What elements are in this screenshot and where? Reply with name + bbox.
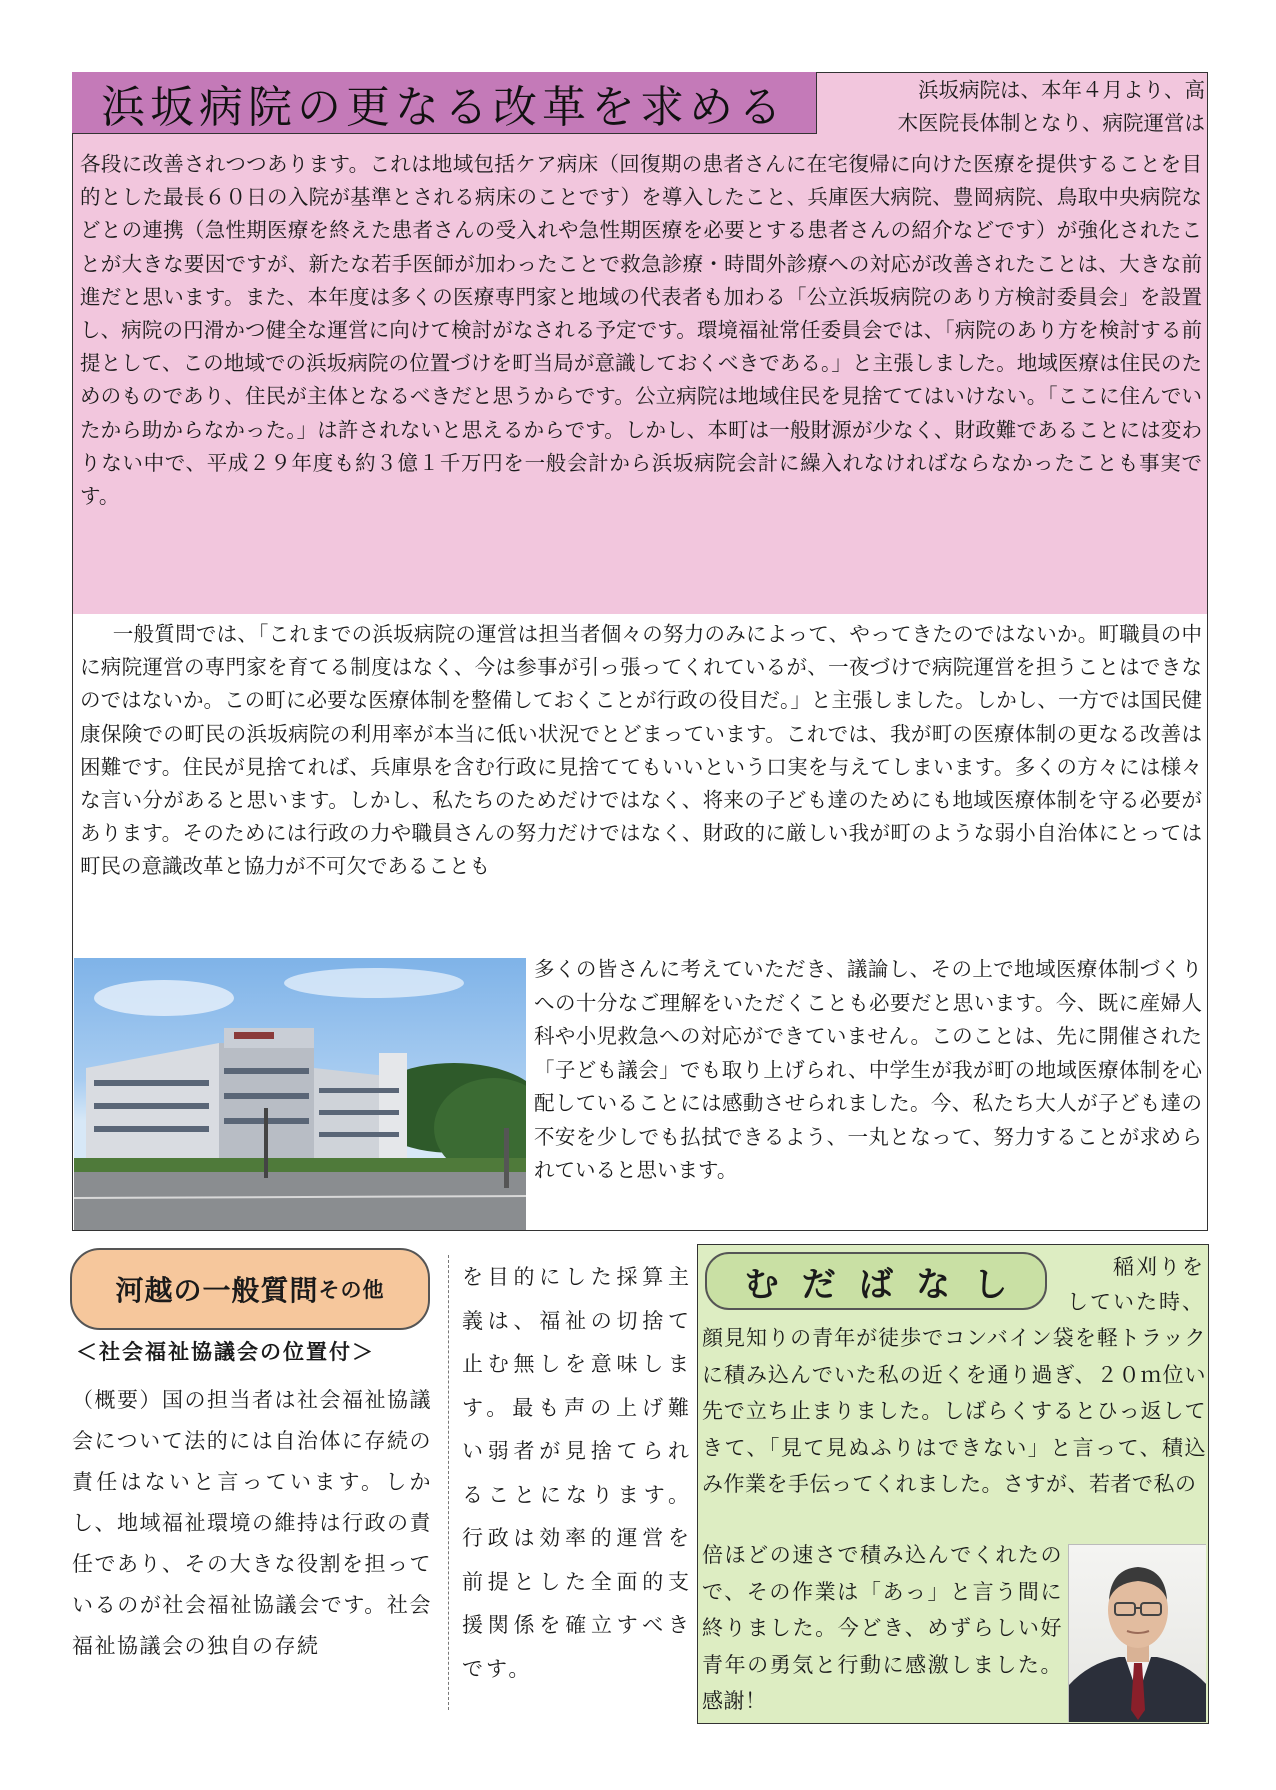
column-title-char: だ [801,1264,836,1305]
column-intro: 稲刈りを していた時、 [1067,1255,1205,1314]
section-title: 河越の一般質問 [115,1274,319,1307]
welfare-column-2: を目的にした採算主義は、福祉の切捨て止む無しを意味します。最も声の上げ難い弱者が見捨てられることになります。行政は効率的運営を前提とした全面的支援関係を確立すべきです。 [462,1265,692,1681]
column-title-pill [705,1252,1047,1310]
hospital-photo [74,958,526,1230]
column-title-char: し [973,1264,1008,1305]
top-article-intro: 浜坂病院は、本年４月より、高 木医院長体制となり、病院運営は [897,78,1205,135]
page-headline: 浜坂病院の更なる改革を求める [72,72,817,134]
column-title-char: な [916,1264,951,1305]
middle-article-body: 一般質問では、「これまでの浜坂病院の運営は担当者個々の努力のみによって、やってきたのではないか。町職員の中に病院運営の専門家を育てる制度はなく、今は参事が引っ張ってくれているが、一夜づけで病院運営を担うことはできなのではないか。この町に必要な医療体制を整備しておくことが行政の役目だ。」と主張しました。しかし、一方では国民健康保険での町民の浜坂病院の利用率が本当に低い状況でとどまっています。これでは、我が町の医療体制の更なる改善は困難です。住民が見捨てれば、兵庫県を含む行政に見捨ててもいいという口実を与えてしまいます。多くの方々には様々な言い分があると思います。しかし、私たちのためだけではなく、将来の子ども達のためにも地域医療体制を守る必要があります。そのためには行政の力や職員さんの努力だけではなく、財政的に厳しい我が町のような弱小自治体にとっては町民の意識改革と協力が不可欠であることも [80,622,1202,879]
column-continuation: 倍ほどの速さで積み込んでくれたので、その作業は「あっ」と言う間に終りました。今どき、めずらしい好青年の勇気と行動に感激しました。感謝！ [702,1543,1062,1713]
author-portrait [1068,1544,1206,1722]
section-title-pill [70,1248,430,1330]
column-divider [448,1255,449,1710]
column-body: 顔見知りの青年が徒歩でコンバイン袋を軽トラックに積み込んでいた私の近くを通り過ぎ、２０ｍ位い先で立ち止まりました。しばらくするとひっ返してきて、「見て見ぬふりはできない」と言って、積込み作業を手伝ってくれました。さすが、若者で私の [702,1326,1206,1496]
column-title-char: む [744,1264,779,1305]
top-article-body: 各段に改善されつつあります。これは地域包括ケア病床（回復期の患者さんに在宅復帰に向けた医療を提供することを目的とした最長６０日の入院が基準とされる病床のことです）を導入したこと、兵庫医大病院、豊岡病院、鳥取中央病院などとの連携（急性期医療を終えた患者さんの受入れや急性期医療を必要とする患者さんの紹介などです）が強化されたことが大きな要因ですが、新たな若手医師が加わったことで救急診療・時間外診療への対応が改善されたことは、大きな前進だと思います。また、本年度は多くの医療専門家と地域の代表者も加わる「公立浜坂病院のあり方検討委員会」を設置し、病院の円滑かつ健全な運営に向けて検討がなされる予定です。環境福祉常任委員会では、「病院のあり方を検討する前提として、この地域での浜坂病院の位置づけを町当局が意識しておくべきである。」と主張しました。地域医療は住民のためのものであり、住民が主体となるべきだと思うからです。公立病院は地域住民を見捨ててはいけない。「ここに住んでいたから助からなかった。」は許されないと思えるからです。しかし、本町は一般財源が少なく、財政難であることには変わりない中で、平成２９年度も約３億１千万円を一般会計から浜坂病院会計に繰入れなければならなかったことも事実です。 [80,152,1202,509]
middle-article-continuation: 多くの皆さんに考えていただき、議論し、その上で地域医療体制づくりへの十分なご理解をいただくことも必要だと思います。今、既に産婦人科や小児救急への対応ができていません。このことは、先に開催された「子ども議会」でも取り上げられ、中学生が我が町の地域医療体制を心配していることには感動させられました。今、私たち大人が子ども達の不安を少しでも払拭できるよう、一丸となって、努力することが求められていると思います。 [534,957,1202,1182]
column-title-char: ば [858,1264,893,1305]
welfare-column-1: （概要）国の担当者は社会福祉協議会について法的には自治体に存続の責任はないと言っています。しかし、地域福祉環境の維持は行政の責任であり、その大きな役割を担っているのが社会福祉協議会です。社会福祉協議会の独自の存続 [72,1388,432,1658]
hospital-building-image [74,958,526,1230]
section-subheading: ＜社会福祉協議会の位置付＞ [76,1340,375,1364]
portrait-image [1069,1545,1206,1722]
section-title-suffix: その他 [318,1278,385,1302]
